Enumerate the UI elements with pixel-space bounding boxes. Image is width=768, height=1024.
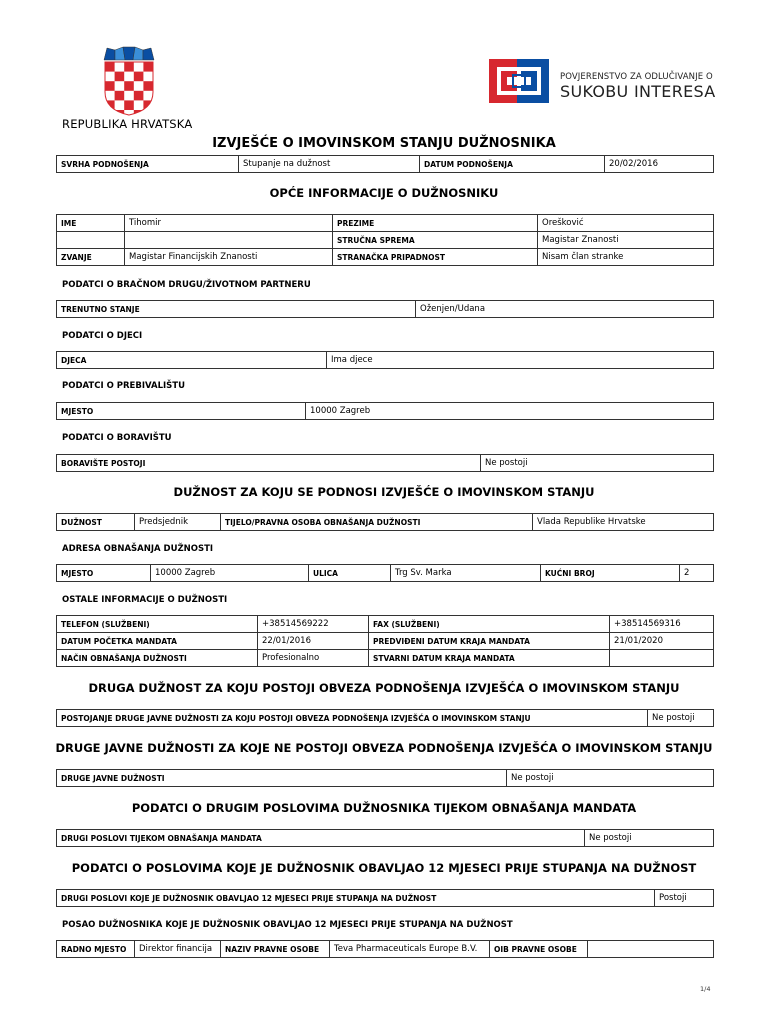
stay-table: [56, 454, 714, 472]
other-jobs-value: Ne postoji: [585, 830, 714, 847]
children-value: Ima djece: [327, 352, 714, 369]
entity-value: Teva Pharmaceuticals Europe B.V.: [330, 941, 490, 958]
party-value: Nisam član stranke: [538, 249, 714, 266]
name-value: Tihomir: [125, 215, 333, 232]
children-section-title: PODATCI O DJECI: [62, 331, 143, 341]
prior-jobs-section-title: PODATCI O POSLOVIMA KOJE JE DUŽNOSNIK OBAVLJAO 12 MJESECI PRIJE STUPANJA NA DUŽNOST: [71, 861, 697, 875]
commission-name-line1: POVJERENSTVO ZA ODLUČIVANJE O: [560, 72, 713, 82]
croatian-coat-of-arms-icon: [103, 46, 155, 116]
spouse-section-title: PODATCI O BRAČNOM DRUGU/ŽIVOTNOM PARTNERU: [62, 280, 311, 290]
second-duty-value: Ne postoji: [648, 710, 714, 727]
phone-value: +38514569222: [258, 616, 369, 633]
page-number: 1/4: [700, 985, 711, 993]
surname-value: Orešković: [538, 215, 714, 232]
general-section-title: OPĆE INFORMACIJE O DUŽNOSNIKU: [269, 186, 499, 200]
house-number-value: 2: [680, 565, 714, 582]
office-place-label: MJESTO: [57, 565, 151, 582]
other-public-label: DRUGE JAVNE DUŽNOSTI: [57, 770, 507, 787]
fax-value: +38514569316: [610, 616, 714, 633]
phone-label: TELEFON (SLUŽBENI): [57, 616, 258, 633]
duty-value: Predsjednik: [135, 514, 221, 531]
other-jobs-label: DRUGI POSLOVI TIJEKOM OBNAŠANJA MANDATA: [57, 830, 585, 847]
party-label: STRANAČKA PRIPADNOST: [333, 249, 538, 266]
stay-value: Ne postoji: [481, 455, 714, 472]
empty-cell: [57, 232, 125, 249]
oib-label: OIB PRAVNE OSOBE: [490, 941, 588, 958]
prior-jobs-value: Postoji: [655, 890, 714, 907]
republika-hrvatska-label: REPUBLIKA HRVATSKA: [62, 117, 193, 131]
mode-value: Profesionalno: [258, 650, 369, 667]
prior-job-detail-table: [56, 940, 714, 958]
start-date-value: 22/01/2016: [258, 633, 369, 650]
house-number-label: KUĆNI BROJ: [541, 565, 680, 582]
general-table: [56, 214, 714, 266]
date-label: DATUM PODNOŠENJA: [420, 156, 605, 173]
office-table: [56, 513, 714, 531]
spouse-status-value: Oženjen/Udana: [416, 301, 714, 318]
second-duty-table: [56, 709, 714, 727]
other-public-section-title: DRUGE JAVNE DUŽNOSTI ZA KOJE NE POSTOJI OBVEZA PODNOŠENJA IZVJEŠĆA O IMOVINSKOM STANJU: [55, 741, 713, 755]
fax-label: FAX (SLUŽBENI): [369, 616, 610, 633]
prior-job-detail-section-title: POSAO DUŽNOSNIKA KOJE JE DUŽNOSNIK OBAVLJAO 12 MJESECI PRIJE STUPANJA NA DUŽNOST: [62, 920, 513, 930]
actual-end-label: STVARNI DATUM KRAJA MANDATA: [369, 650, 610, 667]
children-label: DJECA: [57, 352, 327, 369]
residence-value: 10000 Zagreb: [306, 403, 714, 420]
other-jobs-table: [56, 829, 714, 847]
other-jobs-section-title: PODATCI O DRUGIM POSLOVIMA DUŽNOSNIKA TIJEKOM OBNAŠANJA MANDATA: [131, 801, 637, 815]
second-duty-section-title: DRUGA DUŽNOST ZA KOJU POSTOJI OBVEZA PODNOŠENJA IZVJEŠĆA O IMOVINSKOM STANJU: [88, 681, 680, 695]
street-label: ULICA: [309, 565, 391, 582]
residence-label: MJESTO: [57, 403, 306, 420]
other-info-section-title: OSTALE INFORMACIJE O DUŽNOSTI: [62, 595, 228, 605]
body-label: TIJELO/PRAVNA OSOBA OBNAŠANJA DUŽNOSTI: [221, 514, 533, 531]
office-address-section-title: ADRESA OBNAŠANJA DUŽNOSTI: [62, 544, 214, 554]
other-info-table: [56, 615, 714, 667]
qualification-label: STRUČNA SPREMA: [333, 232, 538, 249]
mode-label: NAČIN OBNAŠANJA DUŽNOSTI: [57, 650, 258, 667]
second-duty-label: POSTOJANJE DRUGE JAVNE DUŽNOSTI ZA KOJU POSTOJI OBVEZA PODNOŠENJA IZVJEŠĆA O IMOVINSKOM STANJU: [57, 710, 648, 727]
spouse-status-label: TRENUTNO STANJE: [57, 301, 416, 318]
other-public-table: [56, 769, 714, 787]
office-section-title: DUŽNOST ZA KOJU SE PODNOSI IZVJEŠĆE O IMOVINSKOM STANJU: [173, 485, 595, 499]
duty-label: DUŽNOST: [57, 514, 135, 531]
empty-cell: [125, 232, 333, 249]
office-address-table: [56, 564, 714, 582]
spouse-table: [56, 300, 714, 318]
purpose-value: Stupanje na dužnost: [239, 156, 420, 173]
commission-logo-icon: [487, 57, 551, 105]
planned-end-value: 21/01/2020: [610, 633, 714, 650]
date-value: 20/02/2016: [605, 156, 714, 173]
residence-table: [56, 402, 714, 420]
stay-section-title: PODATCI O BORAVIŠTU: [62, 433, 172, 443]
surname-label: PREZIME: [333, 215, 538, 232]
other-public-value: Ne postoji: [507, 770, 714, 787]
stay-label: BORAVIŠTE POSTOJI: [57, 455, 481, 472]
prior-jobs-table: [56, 889, 714, 907]
purpose-label: SVRHA PODNOŠENJA: [57, 156, 239, 173]
name-label: IME: [57, 215, 125, 232]
rank-label: ZVANJE: [57, 249, 125, 266]
rank-value: Magistar Financijskih Znanosti: [125, 249, 333, 266]
children-table: [56, 351, 714, 369]
residence-section-title: PODATCI O PREBIVALIŠTU: [62, 381, 185, 391]
position-label: RADNO MJESTO: [57, 941, 135, 958]
planned-end-label: PREDVIĐENI DATUM KRAJA MANDATA: [369, 633, 610, 650]
street-value: Trg Sv. Marka: [391, 565, 541, 582]
submission-table: [56, 155, 714, 173]
oib-value: [588, 941, 714, 958]
page-title: IZVJEŠĆE O IMOVINSKOM STANJU DUŽNOSNIKA: [212, 136, 556, 151]
body-value: Vlada Republike Hrvatske: [533, 514, 714, 531]
position-value: Direktor financija: [135, 941, 221, 958]
actual-end-value: [610, 650, 714, 667]
start-date-label: DATUM POČETKA MANDATA: [57, 633, 258, 650]
qualification-value: Magistar Znanosti: [538, 232, 714, 249]
commission-name-line2: SUKOBU INTERESA: [560, 82, 716, 101]
entity-label: NAZIV PRAVNE OSOBE: [221, 941, 330, 958]
prior-jobs-label: DRUGI POSLOVI KOJE JE DUŽNOSNIK OBAVLJAO 12 MJESECI PRIJE STUPANJA NA DUŽNOST: [57, 890, 655, 907]
office-place-value: 10000 Zagreb: [151, 565, 309, 582]
